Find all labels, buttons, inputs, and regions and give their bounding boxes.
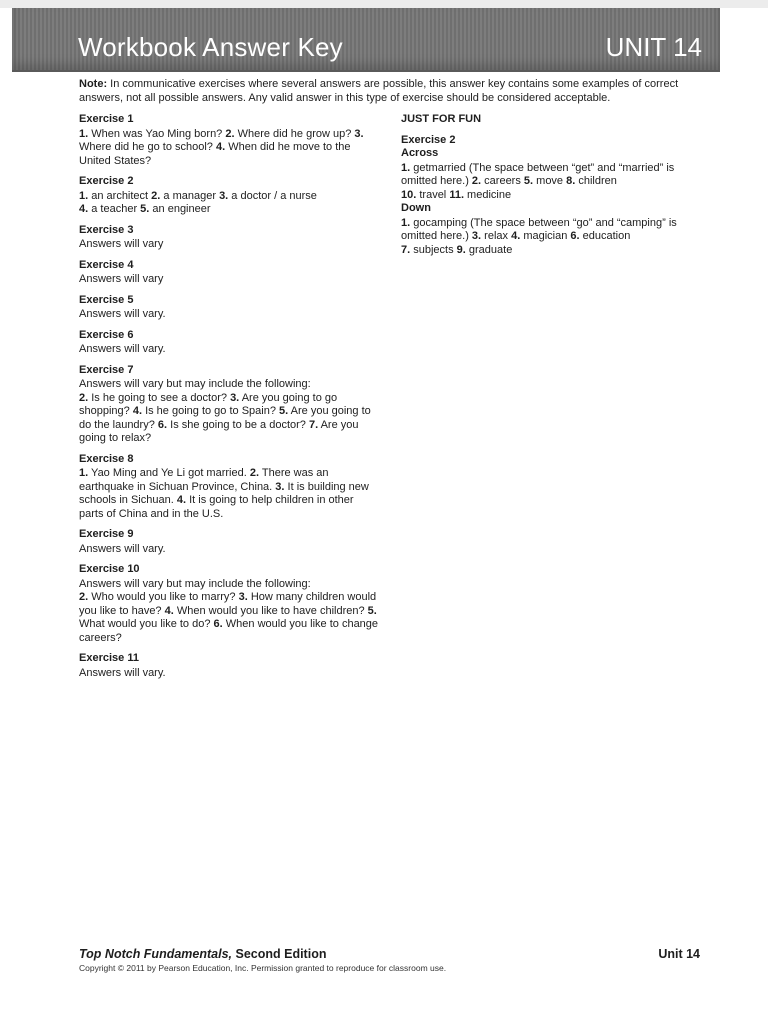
exercise-title: Exercise 2 [79, 175, 134, 187]
answer-text: Are you going to relax? [79, 418, 359, 444]
item-number: 4. [176, 494, 187, 506]
answer-text: Is he going to see a doctor? [88, 391, 231, 404]
note-text: In communicative exercises where several answers are possible, this answer key contains some examples of correct answers, not all possible answers. Any valid answer in this type of exercise should be considered acceptable. [79, 78, 679, 104]
across-answers [401, 162, 711, 203]
exercise-answers [79, 543, 379, 557]
note-paragraph [79, 78, 679, 105]
answer-text: Answers will vary. [79, 343, 166, 355]
item-number: 7. [308, 418, 319, 431]
exercise-title: Exercise 5 [79, 293, 134, 306]
answer-text: When would you like to have children? [173, 604, 368, 617]
item-number: 2. [79, 591, 89, 603]
item-number: 3. [230, 391, 240, 404]
exercise-answers [79, 343, 379, 357]
answer-text: Answers will vary [79, 238, 164, 250]
item-number: 4. [132, 405, 143, 417]
exercise-answers [79, 667, 379, 681]
answer-text: Are you going to go shopping? [79, 391, 338, 417]
exercise-title: Exercise 1 [79, 113, 134, 125]
answer-text: a doctor / a nurse [228, 189, 317, 202]
answer-text: magician [520, 230, 571, 242]
item-number: 1. [79, 189, 89, 202]
answer-text: Is she going to be a doctor? [167, 418, 309, 431]
item-number: 5. [279, 405, 289, 417]
item-number: 2. [471, 175, 482, 187]
footer-book-title [79, 947, 326, 961]
item-number: 7. [401, 243, 411, 256]
exercise-title: Exercise 6 [79, 328, 134, 341]
exercise-title: Exercise 2 [401, 133, 456, 146]
exercise-title: Exercise 7 [79, 363, 134, 376]
unit-label: UNIT 14 [605, 32, 702, 62]
answer-text: Answers will vary. [79, 666, 166, 679]
exercise-title: Exercise 4 [79, 258, 134, 271]
exercise-answers [79, 128, 379, 169]
note-label: Note: [79, 78, 108, 90]
item-number: 5. [367, 604, 377, 617]
item-number: 2. [151, 189, 161, 202]
answer-text: gocamping (The space between “go” and “camping” is omitted here.) [401, 216, 677, 242]
answer-text: children [575, 175, 617, 187]
answer-text: medicine [464, 188, 512, 201]
page-title: Workbook Answer Key [78, 32, 343, 62]
item-number: 11. [449, 188, 464, 201]
exercise-title: Exercise 3 [79, 223, 134, 236]
answer-text: It is going to help children in other parts of China and in the U.S. [79, 494, 354, 520]
left-column [79, 113, 379, 680]
answer-text: getmarried (The space between “get” and “married” is omitted here.) [401, 161, 675, 187]
answer-text: When was Yao Ming born? [88, 127, 226, 140]
book-edition: Second Edition [232, 947, 327, 961]
answer-text: Answers will vary but may include the following: [79, 577, 311, 590]
copyright-notice: Copyright © 2011 by Pearson Education, Inc. Permission granted to reproduce for classroom use. [79, 963, 447, 973]
answer-text: When did he move to the United States? [79, 141, 351, 167]
item-number: 3. [275, 480, 285, 493]
item-number: 4. [215, 141, 226, 153]
book-name: Top Notch Fundamentals, [79, 947, 233, 961]
answer-text: move [533, 175, 567, 187]
item-number: 1. [79, 467, 89, 479]
item-number: 3. [471, 230, 482, 242]
exercise-title: Exercise 10 [79, 563, 140, 575]
down-label: Down [401, 202, 431, 214]
item-number: 3. [354, 127, 364, 140]
answer-text: Where did he go to school? [79, 141, 216, 153]
header-banner [12, 8, 720, 72]
exercise-answers [79, 467, 379, 521]
item-number: 3. [219, 189, 229, 202]
answer-text: an engineer [149, 203, 211, 215]
item-number: 3. [238, 591, 248, 603]
item-number: 2. [79, 391, 89, 404]
down-answers [401, 217, 711, 258]
item-number: 6. [213, 618, 223, 630]
answer-text: Who would you like to marry? [88, 591, 239, 603]
item-number: 6. [570, 230, 580, 242]
item-number: 5. [140, 203, 150, 215]
right-column [401, 113, 711, 257]
answer-text: relax [481, 230, 512, 242]
answer-text: How many children would you like to have? [79, 591, 377, 617]
exercise-title: Exercise 11 [79, 652, 139, 664]
answer-text: Answers will vary [79, 273, 164, 285]
footer-unit: Unit 14 [658, 947, 700, 961]
exercise-answers [79, 190, 379, 217]
item-number: 4. [164, 604, 174, 617]
answer-text: It is building new schools in Sichuan. [79, 480, 369, 506]
exercise-answers [79, 238, 379, 252]
just-for-fun-heading: JUST FOR FUN [401, 113, 482, 125]
item-number: 1. [401, 216, 411, 229]
item-number: 6. [157, 418, 168, 431]
answer-text: a manager [160, 189, 220, 202]
answer-text: What would you like to do? [79, 618, 214, 630]
item-number: 5. [523, 175, 534, 187]
item-number: 8. [566, 175, 576, 187]
exercise-answers [79, 378, 379, 446]
item-number: 1. [79, 127, 89, 140]
answer-text: travel [416, 188, 450, 201]
item-number: 2. [249, 467, 260, 479]
item-number: 2. [225, 127, 235, 140]
answer-text: There was an earthquake in Sichuan Province, China. [79, 467, 329, 493]
exercise-title: Exercise 9 [79, 528, 134, 540]
exercise-answers [79, 273, 379, 287]
exercise-title: Exercise 8 [79, 452, 134, 465]
answer-text: Yao Ming and Ye Li got married. [88, 467, 250, 479]
answer-text: a teacher [88, 203, 141, 215]
answer-text: careers [481, 175, 524, 187]
answer-text: Are you going to do the laundry? [79, 405, 371, 431]
exercise-answers [79, 578, 379, 646]
answer-text: Answers will vary but may include the following: [79, 378, 311, 390]
answer-text: Answers will vary. [79, 542, 166, 555]
answer-text: When would you like to change careers? [79, 618, 379, 644]
item-number: 4. [511, 230, 521, 242]
exercise-answers [79, 308, 379, 322]
item-number: 4. [79, 203, 89, 215]
answer-text: graduate [465, 243, 513, 256]
item-number: 1. [401, 161, 411, 174]
answer-text: education [579, 230, 631, 242]
across-label: Across [401, 147, 439, 159]
page-top-edge [0, 0, 768, 8]
answer-text: an architect [88, 189, 152, 202]
item-number: 9. [456, 243, 466, 256]
item-number: 10. [401, 188, 417, 201]
answer-text: Is he going to go to Spain? [142, 405, 280, 417]
answer-text: Where did he grow up? [234, 127, 355, 140]
answer-text: subjects [410, 243, 457, 256]
answer-text: Answers will vary. [79, 308, 166, 320]
